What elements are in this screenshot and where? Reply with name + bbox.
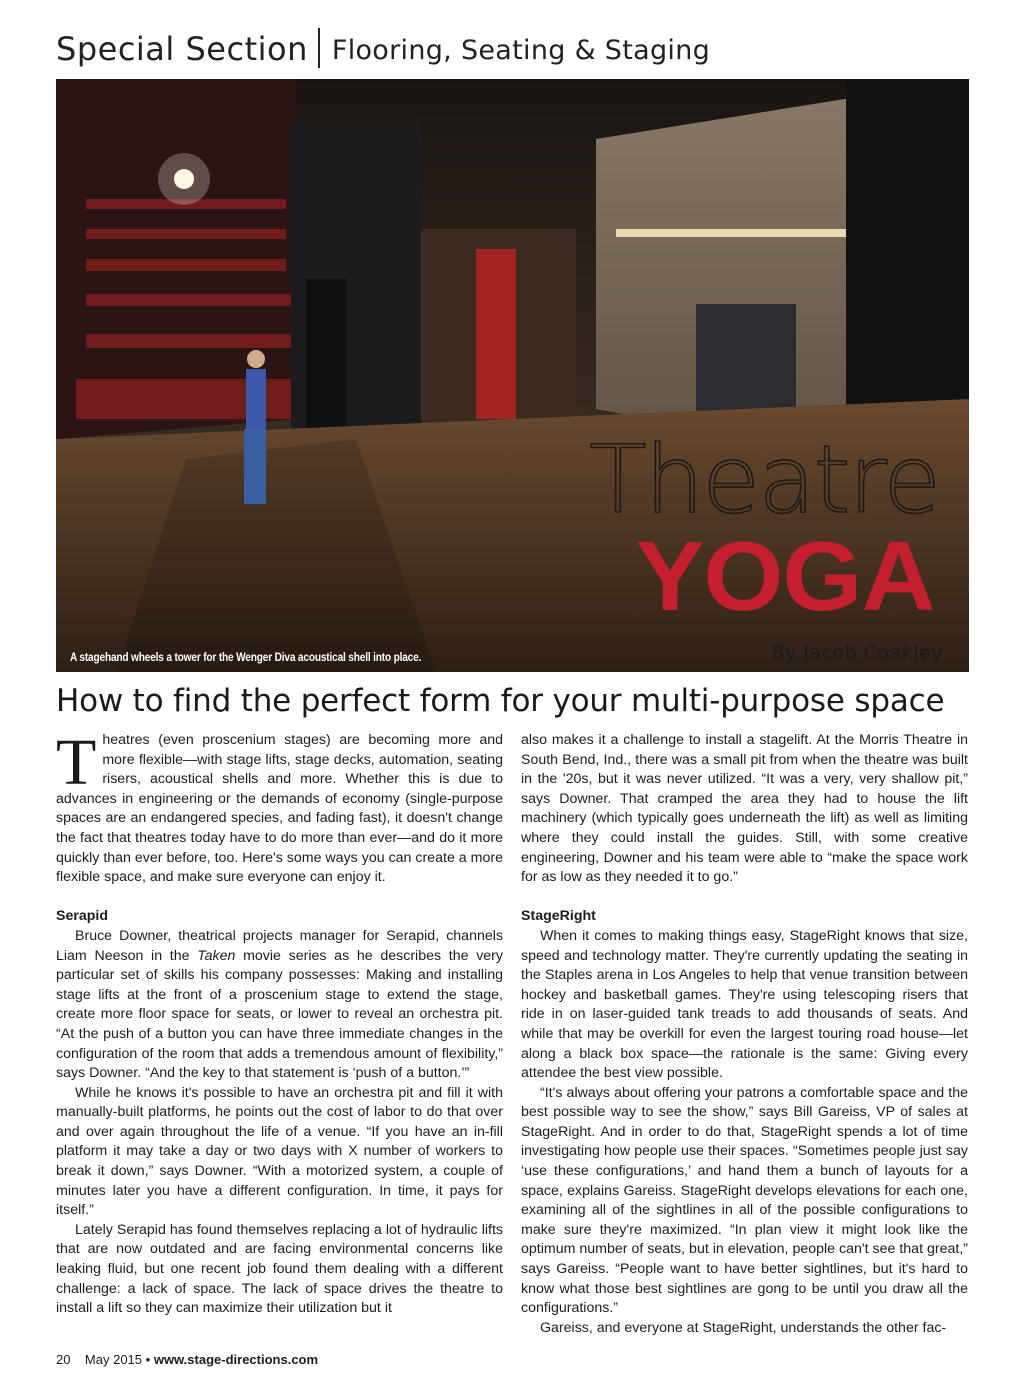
- section-title: Special Section: [56, 30, 308, 68]
- continued-paragraph: also makes it a challenge to install a stagelift. At the Morris Theatre in South Bend, Ind., there was a small pit from when the theatre was built in the '20s, but it was never utilized. “It was a very, very shallow pit,” says Downer. That cramped the area they had to house the lift machinery (which typically goes underneath the lift) as well as limiting where they could install the guides. Still, with some creative engineering, Downer and his team were able to “make the space work for as low as they needed it to go.”: [521, 732, 968, 886]
- intro-paragraph: [56, 726, 503, 888]
- body-paragraph: Lately Serapid has found themselves replacing a lot of hydraulic lifts that are now outdated and are facing environmental concerns like leaking fluid, but one recent job found them dealing with a different challenge: a lack of space. The lack of space drives the theatre to install a lift so they can maximize their utilization but it: [56, 1221, 503, 1317]
- website-link[interactable]: www.stage-directions.com: [153, 1352, 319, 1367]
- photo-caption: A stagehand wheels a tower for the Wenger Diva acoustical shell into place.: [70, 652, 422, 664]
- section-header: [56, 24, 710, 68]
- body-paragraph: When it comes to making things easy, StageRight knows that size, speed and technology matter. They're currently updating the seating in the Staples arena in Los Angeles to help that venue transition between hockey and basketball games. They're using telescoping risers that ride in on laser-guided tank treads to add thousands of seats. And while that may be overkill for even the largest touring road house—let along a black box space—the rationale is the same: Giving every attendee the best view possible.: [521, 927, 968, 1082]
- body-paragraph: [56, 927, 503, 1084]
- right-column: [521, 731, 968, 1338]
- article-headline: How to find the perfect form for your multi-purpose space: [56, 683, 945, 719]
- section-divider: [318, 28, 320, 68]
- body-paragraph: While he knows it's possible to have an orchestra pit and fill it with manually-built platforms, he points out the cost of labor to do that over and over again throughout the life of a venue. “If you have an in-fill platform it may take a day or two days with X number of workers to break it down,” says Downer. “With a motorized system, a couple of minutes later you have a different configuration. In time, it pays for itself.”: [56, 1084, 503, 1219]
- paragraph-text: Bruce Downer, theatrical projects manager for Serapid, channels Liam Neeson in the: [56, 927, 503, 964]
- issue-date: May 2015: [84, 1352, 143, 1367]
- hero-photo: [56, 79, 969, 672]
- footer-bullet: •: [145, 1352, 151, 1367]
- page-number: 20: [56, 1352, 71, 1367]
- feature-title-light: Theatre: [589, 426, 939, 535]
- drop-cap: T: [56, 726, 97, 799]
- subhead-stageright: StageRight: [521, 908, 596, 925]
- feature-title-bold: YOGA: [636, 521, 935, 631]
- body-paragraph: “It's always about offering your patrons a comfortable space and the best possible way to see the show,” says Bill Gareiss, VP of sales at StageRight. And in order to do that, StageRight spends a lot of time investigating how people use their spaces. “Sometimes people just say ‘use these configurations,’ and hand them a bunch of layouts for a space, explains Gareiss. StageRight develops elevations for each one, examining all of the sightlines in all of the possible configurations to make sure they're maximized. “In plan view it might look like the optimum number of seats, but in elevation, people can't see that great,” says Gareiss. “People want to have better sightlines, but it's hard to know what those best sightlines are gong to be until you draw all the configurations.”: [521, 1084, 968, 1317]
- byline: By Jacob Coakley: [771, 642, 943, 664]
- page-footer: [56, 1352, 318, 1367]
- body-paragraph: Gareiss, and everyone at StageRight, understands the other fac-: [540, 1319, 947, 1336]
- movie-title: Taken: [197, 947, 236, 964]
- subhead-serapid: Serapid: [56, 908, 109, 925]
- section-subtitle: Flooring, Seating & Staging: [331, 35, 711, 66]
- paragraph-text: movie series as he describes the very particular set of skills his company possesses: Making and installing stage lifts at the front of a proscenium stage to extend the stage, create more floor space for seats, or lower to reveal an orchestra pit. “At the push of a button you can have three immediate changes in the configuration of the room that adds a tremendous amount of flexibility,” says Downer. “And the key to that statement is ‘push of a button.’”: [56, 947, 503, 1082]
- left-column: [56, 726, 503, 1319]
- intro-text: heatres (even proscenium stages) are becoming more and more flexible—with stage lifts, stage decks, automation, seating risers, acoustical shells and more. Whether this is due to advances in engineering or the demands of economy (single-purpose spaces are an endangered species, and fading fast), it doesn't change the fact that theatres today have to do more than ever—and do it more quickly than ever before, too. Here's some ways you can create a more flexible space, and make sure everyone can enjoy it.: [56, 732, 503, 886]
